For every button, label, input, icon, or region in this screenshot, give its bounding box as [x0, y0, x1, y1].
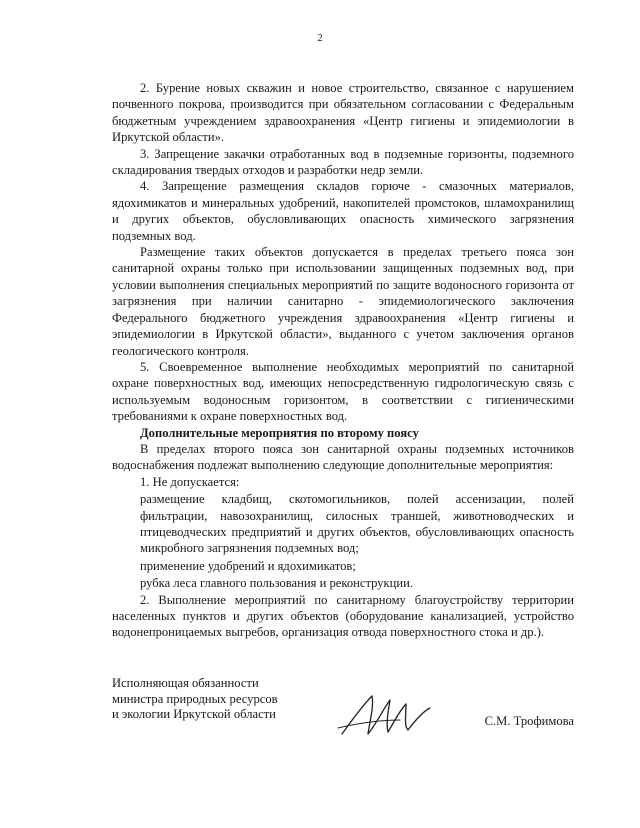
item-1-subitem-fertilizers: применение удобрений и ядохимикатов;: [140, 558, 356, 573]
signature-block: [112, 676, 574, 746]
paragraph-item-3: 3. Запрещение закачки отработанных вод в подземные горизонты, подземного складирования твердых отходов и разработки недр земли.: [112, 146, 574, 178]
section-heading: Дополнительные мероприятия по второму поясу: [140, 425, 419, 440]
signatory-name: С.М. Трофимова: [484, 714, 574, 728]
section-intro: В пределах второго пояса зон санитарной охраны подземных источников водоснабжения подлежат выполнению следующие дополнительные мероприятия:: [112, 441, 574, 473]
handwritten-signature: [334, 690, 434, 742]
paragraph-item-5: 5. Своевременное выполнение необходимых мероприятий по санитарной охране поверхностных вод, имеющих непосредственную гидрологическую связь с используемым водоносным горизонтом, в соответствии с гигиеническими требованиями к охране поверхностных вод.: [112, 359, 574, 424]
item-1-title: 1. Не допускается:: [140, 474, 240, 489]
paragraph-placement-conditions: Размещение таких объектов допускается в пределах третьего пояса зон санитарной охраны только при использовании защищенных подземных вод, при условии выполнения специальных мероприятий по защите водоносного горизонта от загрязнения при наличии санитарно - эпидемиологического заключения Федерального бюджетного учреждения здравоохранения «Центр гигиены и эпидемиологии в Иркутской области», выданного с учетом заключения органов геологического контроля.: [112, 245, 574, 358]
paragraph-item-4: 4. Запрещение размещения складов горюче - смазочных материалов, ядохимикатов и минеральных удобрений, накопителей промстоков, шламохранилищ и других объектов, обусловливающих опасность химического загрязнения подземных вод.: [112, 179, 574, 243]
paragraph-item-2: 2. Бурение новых скважин и новое строительство, связанное с нарушением почвенного покрова, производится при обязательном согласовании с Федеральным бюджетным учреждением здравоохранения «Центр гигиены и эпидемиологии в Иркутской области».: [112, 81, 574, 145]
page-number: 2: [317, 32, 323, 44]
item-2-paragraph: 2. Выполнение мероприятий по санитарному благоустройству территории населенных пунктов и других объектов (оборудование канализацией, устройство водонепроницаемых выгребов, организация отвода поверхностного стока и др.).: [112, 592, 574, 640]
signatory-role-line: и экологии Иркутской области: [112, 707, 276, 721]
document-body: [112, 80, 574, 641]
signatory-role: [112, 676, 322, 723]
item-1-subitem-burials: размещение кладбищ, скотомогильников, полей ассенизации, полей фильтрации, навозохранилищ, силосных траншей, животноводческих и птицеводческих предприятий и других объектов, обусловливающих опасность микробного загрязнения подземных вод;: [140, 492, 574, 556]
signatory-role-line: Исполняющая обязанности: [112, 676, 259, 690]
signatory-role-line: министра природных ресурсов: [112, 691, 278, 706]
item-1-subitem-logging: рубка леса главного пользования и реконструкции.: [140, 576, 414, 591]
